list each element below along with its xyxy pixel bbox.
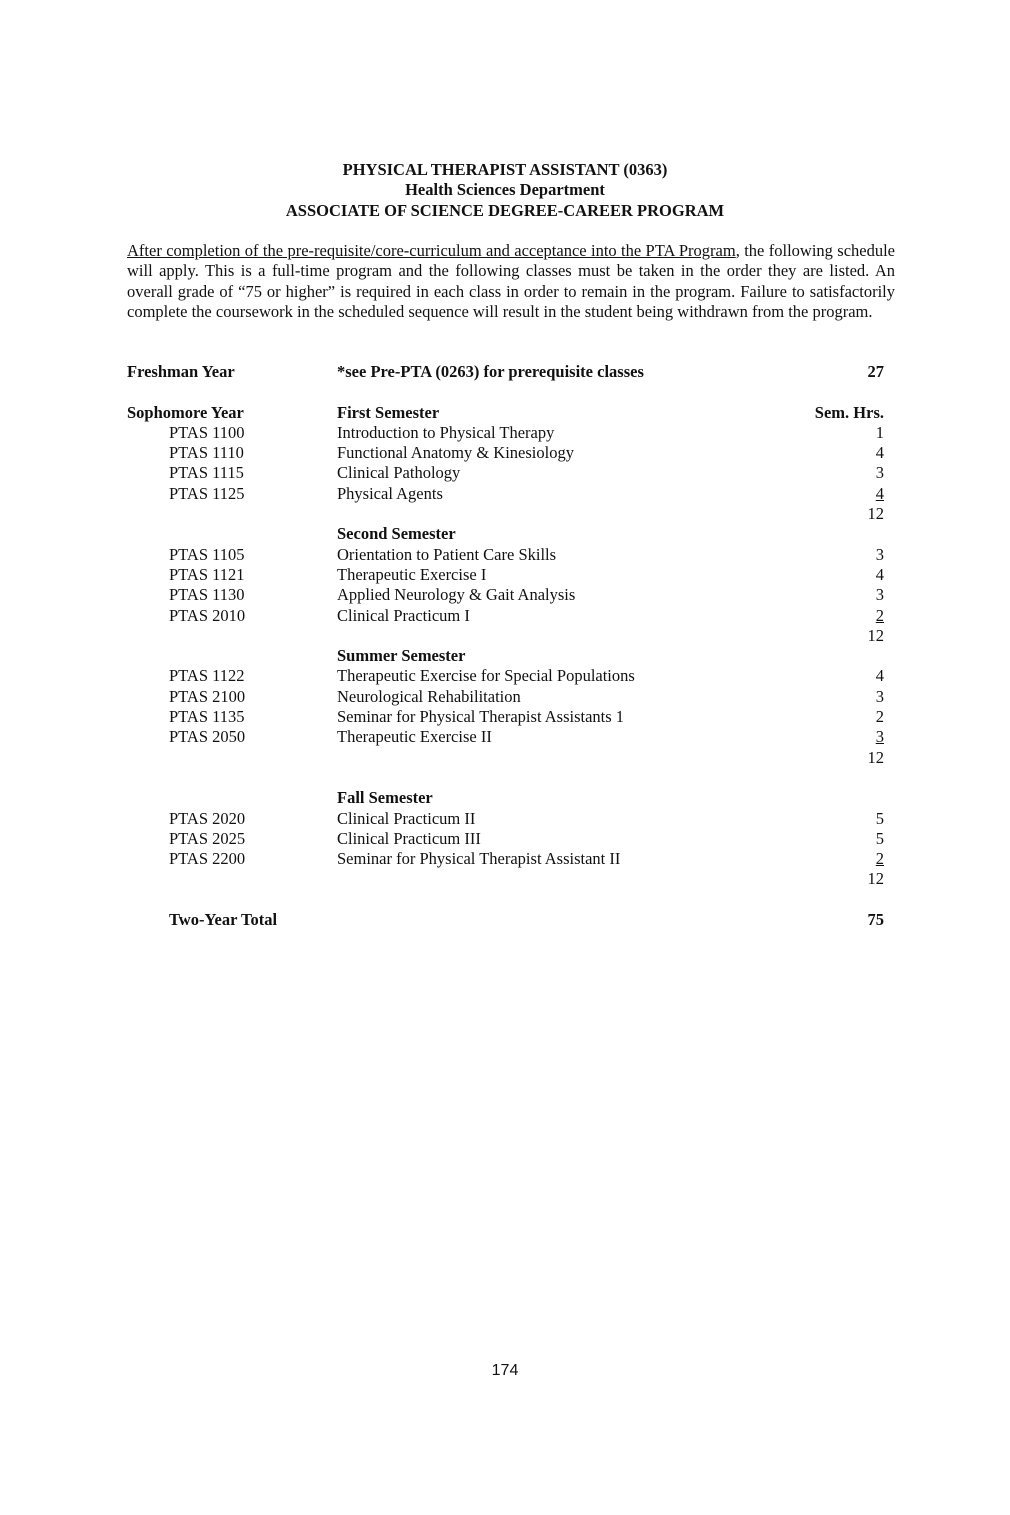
- semester-total-row: [0, 626, 1010, 646]
- total-row: [0, 910, 1010, 930]
- course-hours: 3: [875, 585, 884, 605]
- course-code: PTAS 2100: [169, 686, 246, 706]
- course-title: Therapeutic Exercise I: [337, 564, 487, 584]
- semester-heading: First Semester: [337, 402, 440, 422]
- semester-total-row: [0, 869, 1010, 889]
- semester-heading-row: [0, 646, 1010, 666]
- freshman-label: Freshman Year: [127, 362, 235, 381]
- hours-column-header: Sem. Hrs.: [814, 402, 884, 422]
- course-code: PTAS 1105: [169, 544, 245, 564]
- course-row: [0, 829, 1010, 849]
- sophomore-label: Sophomore Year: [127, 402, 244, 422]
- course-hours: 3: [875, 463, 884, 483]
- course-code: PTAS 1125: [169, 483, 245, 503]
- course-code: PTAS 2020: [169, 808, 246, 828]
- course-code: PTAS 1135: [169, 707, 245, 727]
- course-title: Applied Neurology & Gait Analysis: [337, 585, 576, 605]
- curriculum-schedule: [0, 362, 1010, 930]
- semester-total: 12: [867, 747, 884, 767]
- freshman-row: [0, 362, 1010, 382]
- course-row: [0, 666, 1010, 686]
- course-title: Introduction to Physical Therapy: [337, 422, 555, 442]
- semester-total-row: [0, 504, 1010, 524]
- course-hours: 4: [875, 483, 884, 503]
- course-row: [0, 606, 1010, 626]
- course-row: [0, 849, 1010, 869]
- course-row: [0, 443, 1010, 463]
- course-code: PTAS 1130: [169, 585, 245, 605]
- sophomore-row: [0, 403, 1010, 423]
- course-hours: 1: [875, 422, 884, 442]
- course-title: Orientation to Patient Care Skills: [337, 544, 557, 564]
- course-hours: 3: [875, 686, 884, 706]
- course-code: PTAS 1115: [169, 463, 244, 483]
- total-hours: 75: [867, 910, 884, 930]
- course-row: [0, 545, 1010, 565]
- course-row: [0, 423, 1010, 443]
- intro-text: , the following schedule will apply. This is a full-time program and the following classes must be taken in the order they are listed. An overall grade of “75 or higher” is required in each class in order to remain in the program. Failure to satisfactorily complete the coursework in the scheduled sequence will result in the student being withdrawn from the program.: [127, 241, 895, 321]
- semester-total: 12: [867, 869, 884, 889]
- freshman-hours: 27: [867, 362, 884, 381]
- course-code: PTAS 1110: [169, 443, 244, 463]
- course-title: Seminar for Physical Therapist Assistants 1: [337, 707, 625, 727]
- course-title: Seminar for Physical Therapist Assistant II: [337, 849, 621, 869]
- course-hours: 2: [875, 707, 884, 727]
- course-row: [0, 809, 1010, 829]
- page-number: 174: [491, 1362, 519, 1379]
- course-title: Therapeutic Exercise II: [337, 727, 492, 747]
- course-title: Functional Anatomy & Kinesiology: [337, 443, 574, 463]
- course-hours: 4: [875, 443, 884, 463]
- course-hours: 5: [875, 808, 884, 828]
- course-row: [0, 484, 1010, 504]
- course-hours: 2: [875, 849, 884, 869]
- course-row: [0, 565, 1010, 585]
- semester-heading: Summer Semester: [337, 646, 466, 666]
- course-title: Physical Agents: [337, 483, 443, 503]
- course-code: PTAS 2200: [169, 849, 246, 869]
- intro-paragraph: [127, 241, 895, 322]
- course-row: [0, 727, 1010, 747]
- program-title: PHYSICAL THERAPIST ASSISTANT (0363): [342, 160, 668, 179]
- course-hours: 3: [875, 727, 884, 747]
- spacer: [0, 768, 1010, 788]
- semester-heading: Second Semester: [337, 524, 456, 544]
- semester-total-row: [0, 748, 1010, 768]
- total-label: Two-Year Total: [169, 910, 278, 930]
- course-hours: 3: [875, 544, 884, 564]
- course-code: PTAS 1100: [169, 422, 245, 442]
- course-hours: 4: [875, 564, 884, 584]
- spacer: [0, 382, 1010, 402]
- course-title: Clinical Practicum I: [337, 605, 470, 625]
- semester-heading: Fall Semester: [337, 788, 433, 808]
- course-title: Clinical Pathology: [337, 463, 461, 483]
- course-row: [0, 687, 1010, 707]
- course-row: [0, 707, 1010, 727]
- course-title: Clinical Practicum III: [337, 828, 481, 848]
- course-code: PTAS 1121: [169, 564, 245, 584]
- document-header: [0, 160, 1010, 221]
- course-code: PTAS 2050: [169, 727, 246, 747]
- course-code: PTAS 1122: [169, 666, 245, 686]
- course-title: Clinical Practicum II: [337, 808, 476, 828]
- degree-program: ASSOCIATE OF SCIENCE DEGREE-CAREER PROGRAM: [285, 200, 725, 220]
- semester-total: 12: [867, 504, 884, 524]
- semester-total: 12: [867, 625, 884, 645]
- course-title: Therapeutic Exercise for Special Populations: [337, 666, 635, 686]
- course-title: Neurological Rehabilitation: [337, 686, 521, 706]
- freshman-note: *see Pre-PTA (0263) for prerequisite classes: [337, 362, 644, 381]
- course-hours: 4: [875, 666, 884, 686]
- course-row: [0, 585, 1010, 605]
- spacer: [0, 890, 1010, 910]
- department-name: Health Sciences Department: [405, 180, 605, 200]
- course-code: PTAS 2025: [169, 828, 246, 848]
- course-code: PTAS 2010: [169, 605, 246, 625]
- intro-underlined-text: After completion of the pre-requisite/core-curriculum and acceptance into the PTA Program: [127, 241, 736, 260]
- course-row: [0, 463, 1010, 483]
- semester-heading-row: [0, 788, 1010, 808]
- course-hours: 2: [875, 605, 884, 625]
- semester-heading-row: [0, 524, 1010, 544]
- course-hours: 5: [875, 828, 884, 848]
